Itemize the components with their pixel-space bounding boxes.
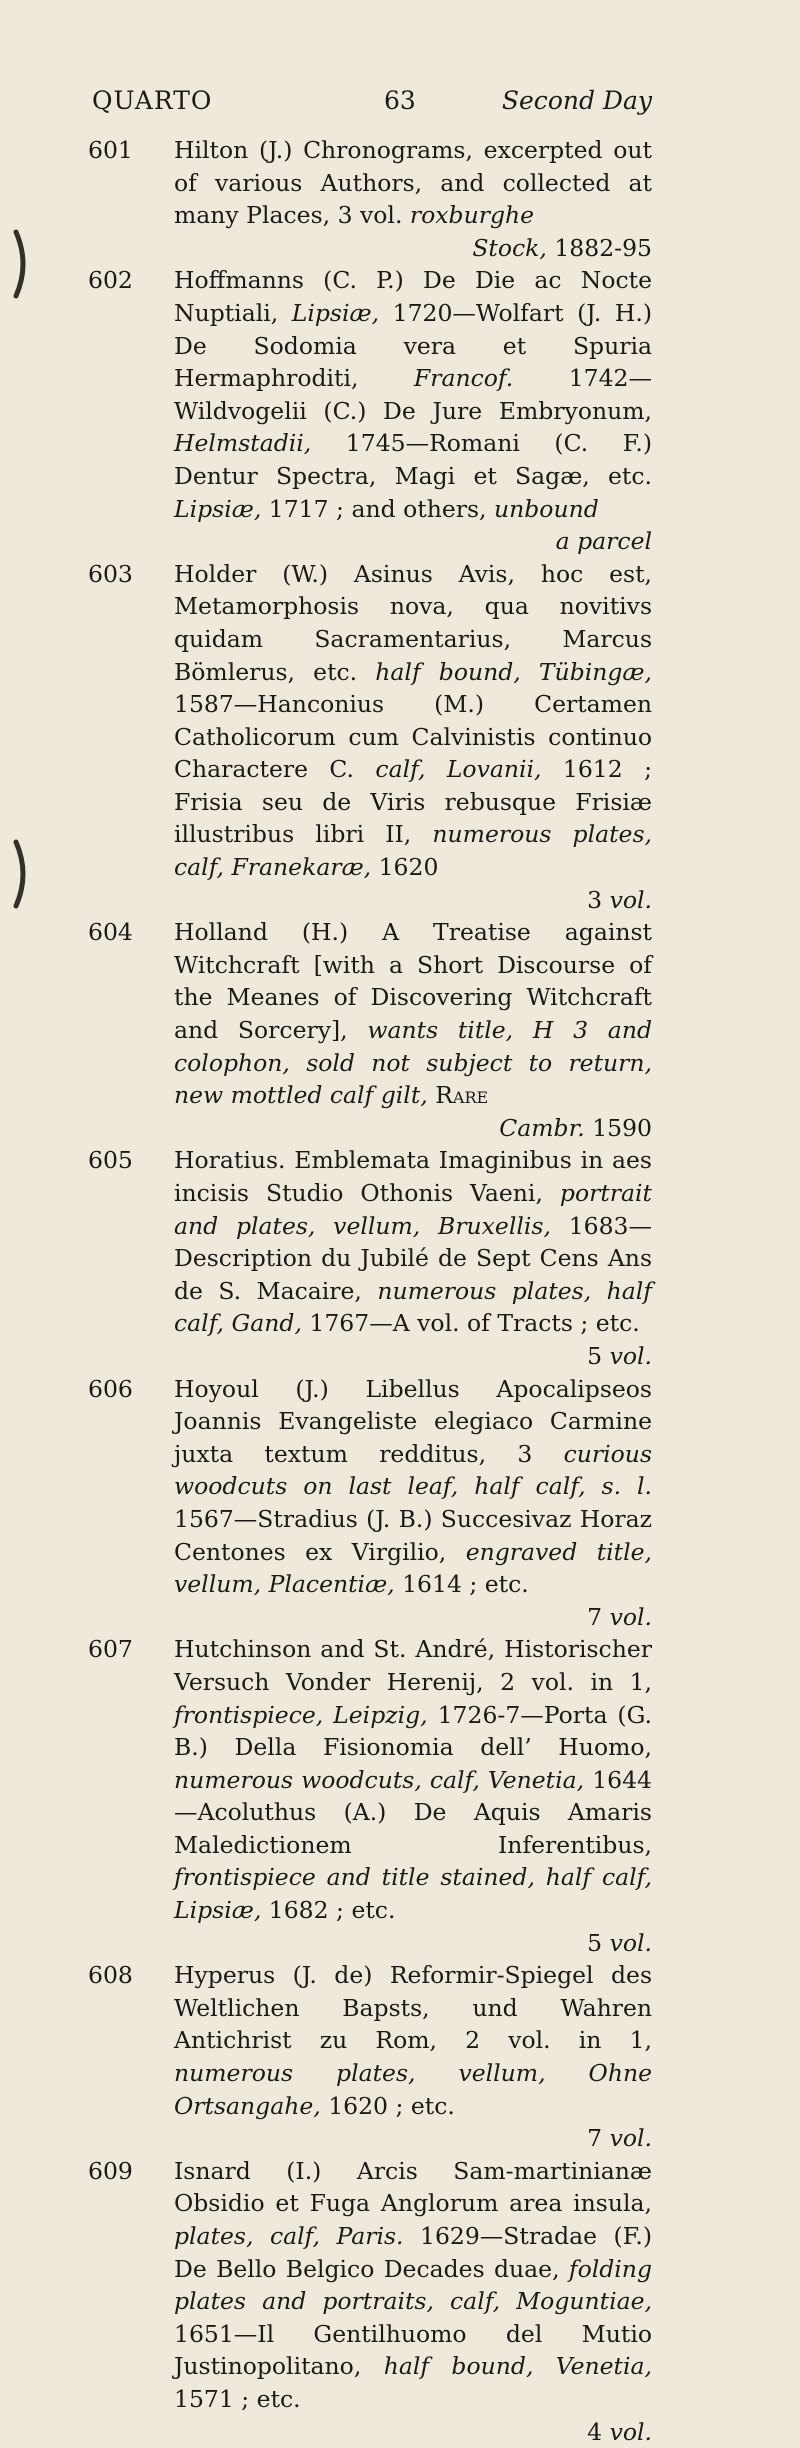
lot-number: 601	[88, 136, 133, 164]
italic-run: engraved title, vellum, Placentiæ,	[174, 1537, 652, 1599]
text-run: 1614 ; etc.	[394, 1570, 529, 1599]
text-run: 7	[587, 1602, 610, 1631]
text-run: Hutchinson and St. André, Historischer Versuch Vonder Herenij, 2 vol. in 1,	[174, 1635, 652, 1696]
italic-run: numerous plates, calf, Franekaræ,	[174, 820, 652, 882]
italic-run: vol.	[609, 2417, 652, 2446]
text-run: 1620	[371, 853, 439, 882]
italic-run: Cambr.	[499, 1113, 585, 1142]
lot-number: 605	[88, 1146, 133, 1175]
lot-description	[174, 136, 652, 229]
header-section: QUARTO	[92, 86, 213, 115]
text-run: 1612 ; Frisia seu de Viris rebusque Frisiæ illustribus libri II,	[174, 755, 653, 849]
small-caps-run: Rare	[435, 1081, 489, 1110]
text-run: 1571 ; etc.	[174, 2384, 301, 2413]
text-run: 4	[587, 2417, 610, 2446]
text-run: 1644—Acoluthus (A.) De Aquis Amaris Maledictionem Inferentibus,	[174, 1765, 652, 1859]
italic-run: half bound, Tübingæ,	[375, 657, 652, 686]
italic-run: numerous plates, half calf, Gand,	[174, 1276, 652, 1338]
lot-imprint	[174, 884, 652, 917]
text-run: 1590	[584, 1113, 652, 1142]
text-run: 1683—Description du Jubilé de Sept Cens Ans de S. Macaire,	[174, 1211, 652, 1305]
text-run: 1745—Romani (C. F.) Dentur Spectra, Magi et Sagæ, etc.	[174, 429, 652, 490]
italic-run: folding plates and portraits, calf, Moguntiae,	[174, 2254, 652, 2316]
italic-run: Francof.	[413, 364, 514, 393]
lot-imprint	[174, 2122, 652, 2155]
italic-run: vol.	[609, 1928, 652, 1957]
text-run: 1720—Wolfart (J. H.) De Sodomia vera et Spuria Hermaphroditi,	[174, 298, 652, 393]
italic-run: numerous woodcuts, calf, Venetia,	[174, 1765, 585, 1794]
lot-description	[174, 1146, 652, 1337]
italic-run: Helmstadii,	[174, 429, 312, 458]
lot-number: 602	[88, 266, 133, 295]
text-run: 3	[587, 885, 610, 914]
lot-description	[174, 2157, 652, 2413]
lot-description	[174, 918, 652, 1109]
text-run: Hyperus (J. de) Reformir-Spiegel des Weltlichen Bapsts, und Wahren Antichrist zu Rom, 2 vol. in 1,	[174, 1961, 652, 2055]
italic-run: vol.	[609, 1602, 652, 1631]
lot-entry	[0, 1633, 800, 1959]
lot-imprint	[174, 232, 652, 265]
lot-number: 603	[88, 559, 133, 588]
lot-entry	[0, 1144, 800, 1372]
lot-description	[174, 1961, 652, 2119]
italic-run: frontispiece and title stained, half calf, Lipsiæ,	[174, 1863, 652, 1925]
lot-imprint	[174, 525, 652, 558]
italic-run: half bound, Venetia,	[383, 2352, 652, 2381]
text-run: 1651—Il Gentilhuomo del Mutio Justinopolitano,	[174, 2319, 652, 2381]
italic-run: vol.	[609, 885, 652, 914]
text-run: Hilton (J.) Chronograms, excerpted out of various Authors, and collected at many Places, 3 vol.	[174, 136, 652, 230]
italic-run: wants title, H 3 and colophon, sold not subject to return, new mottled calf gilt,	[174, 1016, 652, 1110]
lot-entry	[0, 1373, 800, 1634]
italic-run: Lipsiæ,	[174, 494, 262, 523]
italic-run: plates, calf, Paris.	[174, 2222, 404, 2250]
lot-entry	[0, 2155, 800, 2448]
lot-number: 604	[88, 918, 133, 947]
italic-run: vol.	[609, 1341, 652, 1370]
italic-run: Lipsiæ,	[291, 298, 380, 327]
text-run: Holder (W.) Asinus Avis, hoc est, Metamorphosis nova, qua novitivs quidam Sacramentarius, Marcus Bömlerus, etc.	[174, 559, 652, 686]
text-run: 1567—Stradius (J. B.) Succesivaz Horaz Centones ex Virgilio,	[174, 1504, 652, 1566]
text-run: Horatius. Emblemata Imaginibus in aes incisis Studio Othonis Vaeni,	[174, 1146, 652, 1207]
lot-imprint	[174, 1340, 652, 1373]
text-run: 7	[587, 2124, 610, 2153]
lot-entry	[0, 916, 800, 1144]
text-run: 1742—Wildvogelii (C.) De Jure Embryonum,	[174, 364, 652, 425]
lot-entry	[0, 134, 800, 264]
italic-run: Stock,	[472, 233, 547, 262]
italic-run: curious woodcuts on last leaf, half calf, s. l.	[174, 1439, 652, 1501]
lot-entry	[0, 1959, 800, 2155]
italic-run: frontispiece, Leipzig,	[174, 1700, 428, 1729]
lot-description	[174, 266, 652, 522]
page-header	[92, 86, 652, 126]
lot-entry	[0, 264, 800, 557]
lot-description	[174, 1635, 652, 1924]
text-run: 1726-7—Porta (G. B.) Della Fisionomia dell’ Huomo,	[174, 1700, 652, 1762]
lot-number: 606	[88, 1374, 133, 1403]
text-run: 5	[587, 1928, 610, 1957]
lot-number: 608	[88, 1961, 133, 1990]
text-run: Hoyoul (J.) Libellus Apocalipseos Joannis Evangeliste elegiaco Carmine juxta textum redditus, 3	[174, 1374, 652, 1468]
text-run: 1682 ; etc.	[261, 1896, 396, 1925]
italic-run: portrait and plates, vellum, Bruxellis,	[174, 1179, 652, 1240]
text-run: Isnard (I.) Arcis Sam-martinianæ Obsidio et Fuga Anglorum area insula,	[174, 2156, 652, 2218]
text-run: 1629—Stradae (F.) De Bello Belgico Decades duae,	[174, 2222, 652, 2283]
text-run: 5	[587, 1341, 610, 1370]
lot-description	[174, 1375, 652, 1599]
italic-run: numerous plates, vellum, Ohne Ortsangahe,	[174, 2059, 652, 2120]
page-number: 63	[384, 86, 416, 115]
lot-number: 609	[88, 2156, 133, 2185]
italic-run: a parcel	[555, 527, 652, 556]
text-run: 1717 ; and others,	[261, 494, 494, 523]
italic-run: calf, Lovanii,	[375, 755, 542, 784]
text-run: Holland (H.) A Treatise against Witchcraft [with a Short Discourse of the Meanes of Discovering Witchcraft and Sorcery],	[174, 918, 652, 1045]
text-run: 1587—Hanconius (M.) Certamen Catholicorum cum Calvinistis continuo Charactere C.	[174, 690, 652, 784]
italic-run: vol.	[609, 2124, 652, 2153]
text-run: Hoffmanns (C. P.) De Die ac Nocte Nuptiali,	[174, 266, 652, 327]
lot-number: 607	[88, 1635, 133, 1664]
lot-imprint	[174, 1601, 652, 1634]
lot-description	[174, 560, 652, 881]
lot-imprint	[174, 2416, 652, 2448]
text-run: 1620 ; etc.	[320, 2091, 455, 2120]
text-run: 1767—A vol. of Tracts ; etc.	[301, 1309, 640, 1338]
lot-imprint	[174, 1927, 652, 1960]
text-run: 1882-95	[546, 233, 652, 262]
italic-run: unbound	[493, 494, 599, 523]
lot-list	[0, 134, 800, 2448]
lot-imprint	[174, 1112, 652, 1145]
header-day: Second Day	[501, 86, 652, 115]
italic-run: roxburghe	[409, 201, 535, 230]
lot-entry	[0, 558, 800, 917]
